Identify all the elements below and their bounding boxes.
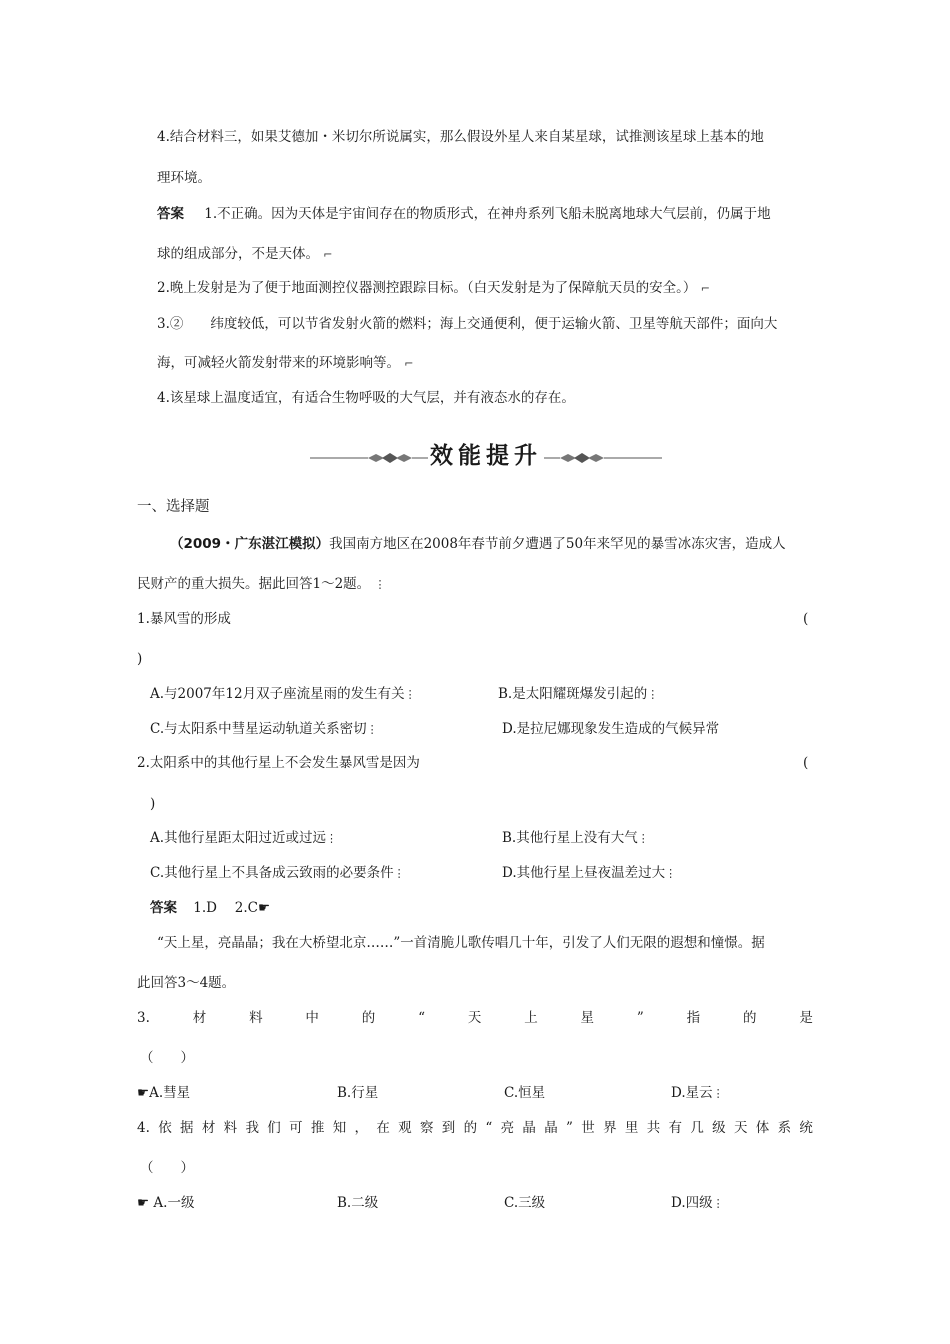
colon-mark-icon: ⋮ [665, 867, 677, 880]
stem-char: 世 [581, 1120, 595, 1136]
stem-char: 天 [733, 1120, 748, 1136]
q1-stem: 1.暴风雪的形成 [137, 611, 231, 627]
colon-mark-icon: ⋮ [637, 832, 649, 845]
q2-option-a[interactable] [150, 829, 337, 848]
stem-char: 知 [332, 1120, 347, 1136]
option-text: A.与2007年12月双子座流星雨的发生有关 [150, 686, 405, 702]
return-mark-icon: ⌐ [323, 248, 333, 261]
stem-char: 界 [603, 1120, 617, 1136]
stem-char: ” [566, 1120, 573, 1136]
answer-label: 答案 [157, 206, 184, 222]
q4-paren: （ ） [140, 1160, 194, 1176]
stem-char: 共 [646, 1120, 661, 1136]
q3-paren: （ ） [140, 1050, 194, 1066]
q3-option-a[interactable] [137, 1084, 190, 1102]
question-4-line1: 4.结合材料三，如果艾德加・米切尔所说属实，那么假设外星人来自某星球，试推测该星球上基本的地 [157, 129, 764, 145]
answer-1-block [157, 205, 771, 223]
stem-char: 依 [158, 1120, 172, 1136]
q2-stem: 2.太阳系中的其他行星上不会发生暴风雪是因为 [137, 755, 420, 771]
q4-stem [137, 1119, 813, 1137]
q2-paren-close: ) [150, 796, 156, 812]
option-text: A.一级 [153, 1195, 195, 1211]
stem-char: 料 [223, 1120, 238, 1136]
colon-mark-icon: ⋮ [712, 1087, 724, 1100]
q1-paren-close: ) [137, 651, 143, 667]
intro-1-line1 [170, 535, 786, 553]
q3-option-b[interactable]: B.行星 [337, 1085, 379, 1101]
answer-2-text: 1.D 2.C [193, 900, 259, 916]
pointer-hand-icon: ☛ [137, 1085, 150, 1101]
q1-option-b[interactable] [498, 685, 658, 704]
colon-mark-icon: ⋮ [647, 688, 659, 701]
return-mark-icon: ⌐ [700, 282, 710, 295]
answer-2-block [150, 899, 270, 917]
stem-char: 材 [192, 1010, 207, 1026]
answer-1-line2: 球的组成部分，不是天体。 [157, 246, 319, 262]
pointer-hand-icon: ☛ [137, 1195, 150, 1211]
colon-mark-icon: ⋮ [712, 1197, 724, 1210]
stem-char: 是 [799, 1010, 813, 1026]
stem-char: 在 [376, 1120, 390, 1136]
option-text: C.与太阳系中彗星运动轨道关系密切 [150, 721, 367, 737]
stem-char: 系 [777, 1120, 792, 1136]
stem-char: 晶 [522, 1120, 536, 1136]
stem-char: 体 [755, 1120, 770, 1136]
stem-char: 的 [742, 1010, 757, 1026]
q2-paren-open: ( [803, 755, 809, 771]
section-title: 效能提升 [430, 443, 542, 469]
answer-label: 答案 [150, 900, 177, 916]
stem-char: 天 [467, 1010, 482, 1026]
stem-char: 指 [686, 1010, 701, 1026]
colon-mark-icon: ⋮ [326, 832, 338, 845]
q4-option-c[interactable]: C.三级 [504, 1195, 546, 1211]
stem-char: 的 [361, 1010, 376, 1026]
answer-1-line1: 1.不正确。因为天体是宇宙间存在的物质形式，在神舟系列飞船未脱离地球大气层前，仍属于地 [204, 206, 771, 222]
q1-paren-open: ( [803, 611, 809, 627]
intro-2-line2: 此回答3～4题。 [137, 975, 236, 991]
q2-option-c[interactable] [150, 864, 405, 883]
stem-char: 到 [441, 1120, 456, 1136]
stem-char: 材 [201, 1120, 216, 1136]
answer-4: 4.该星球上温度适宜，有适合生物呼吸的大气层，并有液态水的存在。 [157, 390, 575, 406]
q4-option-a[interactable] [137, 1194, 194, 1212]
return-mark-icon: ⌐ [404, 357, 414, 370]
q2-option-b[interactable] [502, 829, 649, 848]
intro-1-line2: 民财产的重大损失。据此回答1～2题。 [137, 576, 371, 592]
q4-option-d[interactable] [671, 1194, 724, 1213]
stem-char: ， [354, 1120, 369, 1136]
stem-char: 察 [419, 1120, 434, 1136]
option-text: A.彗星 [149, 1085, 191, 1101]
answer-1-line2-row [157, 245, 333, 264]
stem-char: 星 [580, 1010, 595, 1026]
q3-stem [137, 1009, 813, 1027]
colon-mark-icon: ⋮ [366, 723, 378, 736]
stem-char: 3. [137, 1010, 150, 1026]
section-heading: 一、选择题 [137, 499, 210, 515]
answer-2: 2.晚上发射是为了便于地面测控仪器测控跟踪目标。（白天发射是为了保障航天员的安全。） [157, 280, 697, 296]
stem-char: 据 [180, 1120, 194, 1136]
option-text: A.其他行星距太阳过近或过远 [150, 830, 327, 846]
q3-option-d[interactable] [671, 1084, 724, 1103]
stem-char: 观 [398, 1120, 412, 1136]
colon-mark-icon: ⋮ [374, 578, 386, 591]
stem-char: 上 [524, 1010, 538, 1026]
q2-option-d[interactable] [502, 864, 676, 883]
stem-char: ” [636, 1010, 644, 1026]
stem-char: 晶 [544, 1120, 558, 1136]
stem-char: 中 [305, 1010, 319, 1026]
q4-option-b[interactable]: B.二级 [337, 1195, 379, 1211]
option-text: D.其他行星上昼夜温差过大 [502, 865, 666, 881]
stem-char: 里 [624, 1120, 639, 1136]
answer-3-line2-row [157, 354, 414, 373]
answer-3-line2: 海，可减轻火箭发射带来的环境影响等。 [157, 355, 400, 371]
stem-char: “ [485, 1120, 493, 1136]
stem-char: 统 [799, 1120, 813, 1136]
option-text: B.其他行星上没有大气 [502, 830, 638, 846]
option-text: C.其他行星上不具备成云致雨的必要条件 [150, 865, 394, 881]
stem-char: “ [418, 1010, 426, 1026]
stem-char: 料 [249, 1010, 263, 1026]
q3-option-c[interactable]: C.恒星 [504, 1085, 546, 1101]
option-text: D.星云 [671, 1085, 713, 1101]
option-text: D.四级 [671, 1195, 713, 1211]
stem-char: 有 [668, 1120, 683, 1136]
stem-char: 我 [245, 1120, 259, 1136]
q1-option-d[interactable]: D.是拉尼娜现象发生造成的气候异常 [502, 721, 720, 737]
stem-char: 推 [310, 1120, 325, 1136]
intro-1-source: （2009・广东湛江模拟） [170, 536, 330, 552]
colon-mark-icon: ⋮ [404, 688, 416, 701]
intro-1-line2-row [137, 575, 385, 594]
pointer-hand-icon: ☛ [258, 900, 271, 916]
answer-2-row [157, 279, 710, 298]
intro-1-text: 我国南方地区在2008年春节前夕遭遇了50年来罕见的暴雪冰冻灾害，造成人 [329, 536, 786, 552]
answer-3-line1: 3.② 纬度较低，可以节省发射火箭的燃料；海上交通便利，便于运输火箭、卫星等航天部件；面向大 [157, 316, 778, 332]
question-4-line2: 理环境。 [157, 170, 211, 186]
q1-option-c[interactable] [150, 720, 378, 739]
stem-char: 的 [463, 1120, 478, 1136]
intro-2-line1: “天上星，亮晶晶；我在大桥望北京……”一首清脆儿歌传唱几十年，引发了人们无限的遐想和憧憬。据 [157, 935, 765, 951]
colon-mark-icon: ⋮ [393, 867, 405, 880]
stem-char: 级 [712, 1120, 726, 1136]
stem-char: 4. [137, 1120, 150, 1136]
stem-char: 可 [289, 1120, 303, 1136]
stem-char: 们 [267, 1120, 281, 1136]
q1-option-a[interactable] [150, 685, 416, 704]
stem-char: 几 [690, 1120, 704, 1136]
option-text: B.是太阳耀斑爆发引起的 [498, 686, 648, 702]
stem-char: 亮 [500, 1120, 515, 1136]
